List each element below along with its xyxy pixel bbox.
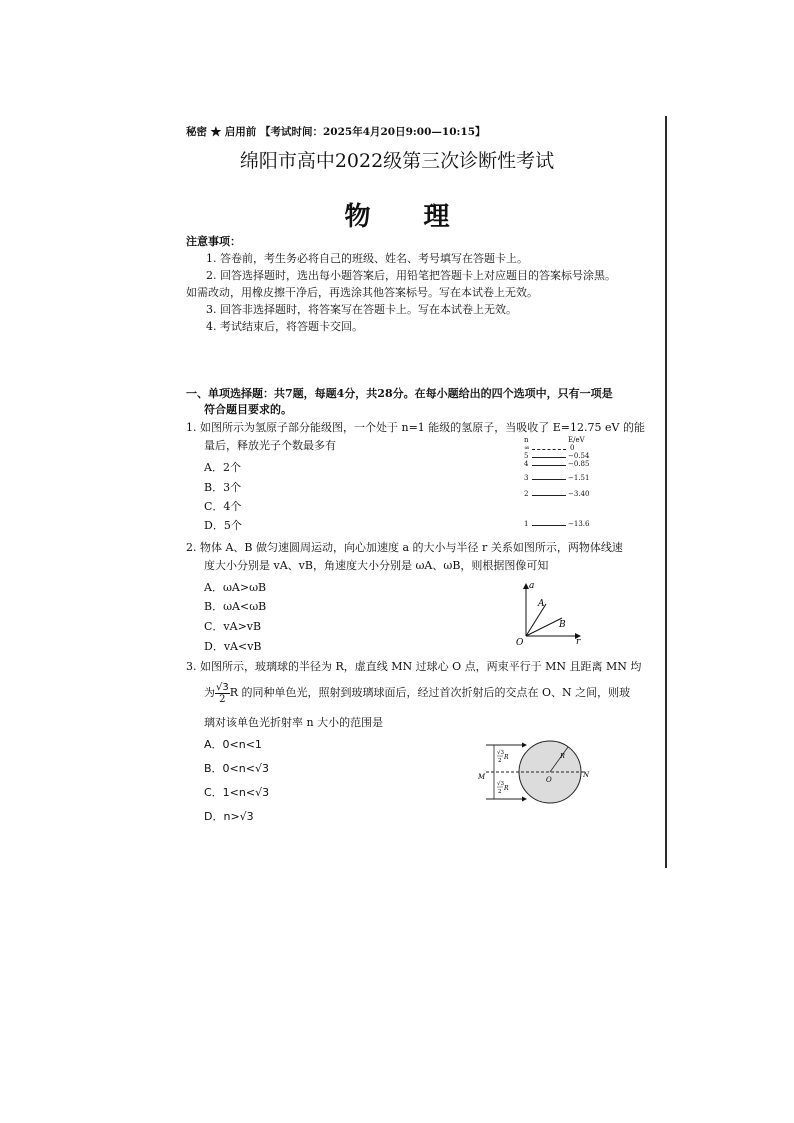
section1-line2: 符合题目要求的。: [204, 403, 292, 416]
center-o-label: O: [546, 776, 552, 784]
x-axis-label: r: [576, 637, 581, 647]
point-m-label: M: [478, 773, 486, 781]
lower-dist-num: √3: [497, 781, 505, 787]
q3-option-c: C．1<n<√3: [204, 786, 270, 799]
y-axis-label: a: [529, 581, 535, 591]
level-line-4: [532, 465, 566, 466]
upper-dist-den: 2: [498, 758, 502, 764]
point-n-label: N: [583, 771, 590, 779]
q1-stem-line2: 量后，释放光子个数最多有: [204, 439, 336, 452]
level-e-inf: 0: [570, 444, 575, 452]
q2-option-d: D．vA<vB: [204, 640, 262, 653]
line-b-label: B: [559, 620, 566, 630]
level-n-4: 4: [524, 460, 529, 468]
level-line-2: [532, 495, 566, 496]
level-n-1: 1: [524, 520, 529, 528]
q3-stem-line1: 3. 如图所示，玻璃球的半径为 R，虚直线 MN 过球心 O 点，两束平行于 MN 且距离 MN 均: [186, 660, 642, 673]
fraction-denominator: 2: [219, 693, 226, 705]
level-n-inf: ∞: [524, 444, 530, 452]
q3-line2-suffix: R 的同种单色光，照射到玻璃球面后，经过首次折射后的交点在 O、N 之间，则玻: [229, 686, 631, 699]
n-axis-label: n: [524, 436, 529, 444]
level-line-3: [532, 479, 566, 480]
q1-option-a: A．2个: [204, 461, 241, 474]
lower-dist-den: 2: [498, 789, 502, 795]
radius-label: R: [560, 752, 565, 760]
exam-title: 绵阳市高中2022级第三次诊断性考试: [239, 150, 555, 172]
section1-line1: 一、单项选择题：共7题，每题4分，共28分。在每小题给出的四个选项中，只有一项是: [186, 387, 613, 400]
lower-dist-r: R: [504, 785, 509, 792]
sqrt3-over-2-fraction: [215, 682, 230, 705]
notice-item-3: 3. 回答非选择题时，将答案写在答题卡上。写在本试卷上无效。: [206, 303, 517, 316]
q2-option-b: B．ωA<ωB: [204, 600, 267, 613]
level-e-3: −1.51: [568, 474, 590, 482]
level-line-1: [532, 525, 566, 526]
q3-stem-line2: [204, 680, 630, 706]
notice-item-4: 4. 考试结束后，将答题卡交回。: [206, 320, 363, 333]
q3-stem-line3: 璃对该单色光折射率 n 大小的范围是: [204, 716, 384, 729]
q3-option-b: B．0<n<√3: [204, 762, 269, 775]
q2-stem-line2: 度大小分别是 vA、vB，角速度大小分别是 ωA、ωB，则根据图像可知: [204, 559, 549, 572]
q3-line2-prefix: 为: [204, 686, 215, 699]
fraction-numerator: √3: [216, 681, 229, 693]
upper-dist-r: R: [504, 754, 509, 761]
upper-dist-num: √3: [497, 750, 505, 756]
level-e-5: −0.54: [568, 452, 590, 460]
notice-item-2: 2. 回答选择题时，选出每小题答案后，用铅笔把答题卡上对应题目的答案标号涂黑。: [206, 269, 616, 282]
level-e-1: −13.6: [568, 520, 590, 528]
line-a-label: A: [538, 599, 545, 609]
a-r-graph: [512, 578, 587, 648]
q3-option-d: D．n>√3: [204, 810, 254, 823]
level-n-2: 2: [524, 490, 529, 498]
q2-option-c: C．vA>vB: [204, 620, 262, 633]
level-n-5: 5: [524, 452, 529, 460]
q1-option-c: C．4个: [204, 500, 242, 513]
e-axis-label: E/eV: [568, 436, 585, 444]
notice-heading: 注意事项：: [186, 235, 241, 248]
q1-option-d: D．5个: [204, 519, 242, 532]
q2-option-a: A．ωA>ωB: [204, 581, 267, 594]
q3-option-a: A．0<n<1: [204, 738, 262, 751]
level-line-inf: [532, 449, 566, 450]
q2-stem-line1: 2. 物体 A、B 做匀速圆周运动，向心加速度 a 的大小与半径 r 关系如图所示，两物体线速: [186, 541, 623, 554]
q1-option-b: B．3个: [204, 481, 242, 494]
q1-stem-line1: 1. 如图所示为氢原子部分能级图，一个处于 n=1 能级的氢原子，当吸收了 E=12.75 eV 的能: [186, 421, 645, 434]
notice-item-2-cont: 如需改动，用橡皮擦干净后，再选涂其他答案标号。写在本试卷上无效。: [186, 286, 538, 299]
energy-level-diagram: [520, 436, 620, 536]
notice-item-1: 1. 答卷前，考生务必将自己的班级、姓名、考号填写在答题卡上。: [206, 252, 528, 265]
origin-label: O: [516, 638, 524, 648]
level-e-4: −0.85: [568, 460, 590, 468]
glass-sphere-figure: [470, 722, 590, 822]
level-n-3: 3: [524, 474, 529, 482]
level-line-5: [532, 457, 566, 458]
level-e-2: −3.40: [568, 490, 590, 498]
confidential-header: 秘密 ★ 启用前 【考试时间：2025年4月20日9:00—10:15】: [186, 126, 486, 138]
subject-title: 物 理: [344, 202, 472, 232]
